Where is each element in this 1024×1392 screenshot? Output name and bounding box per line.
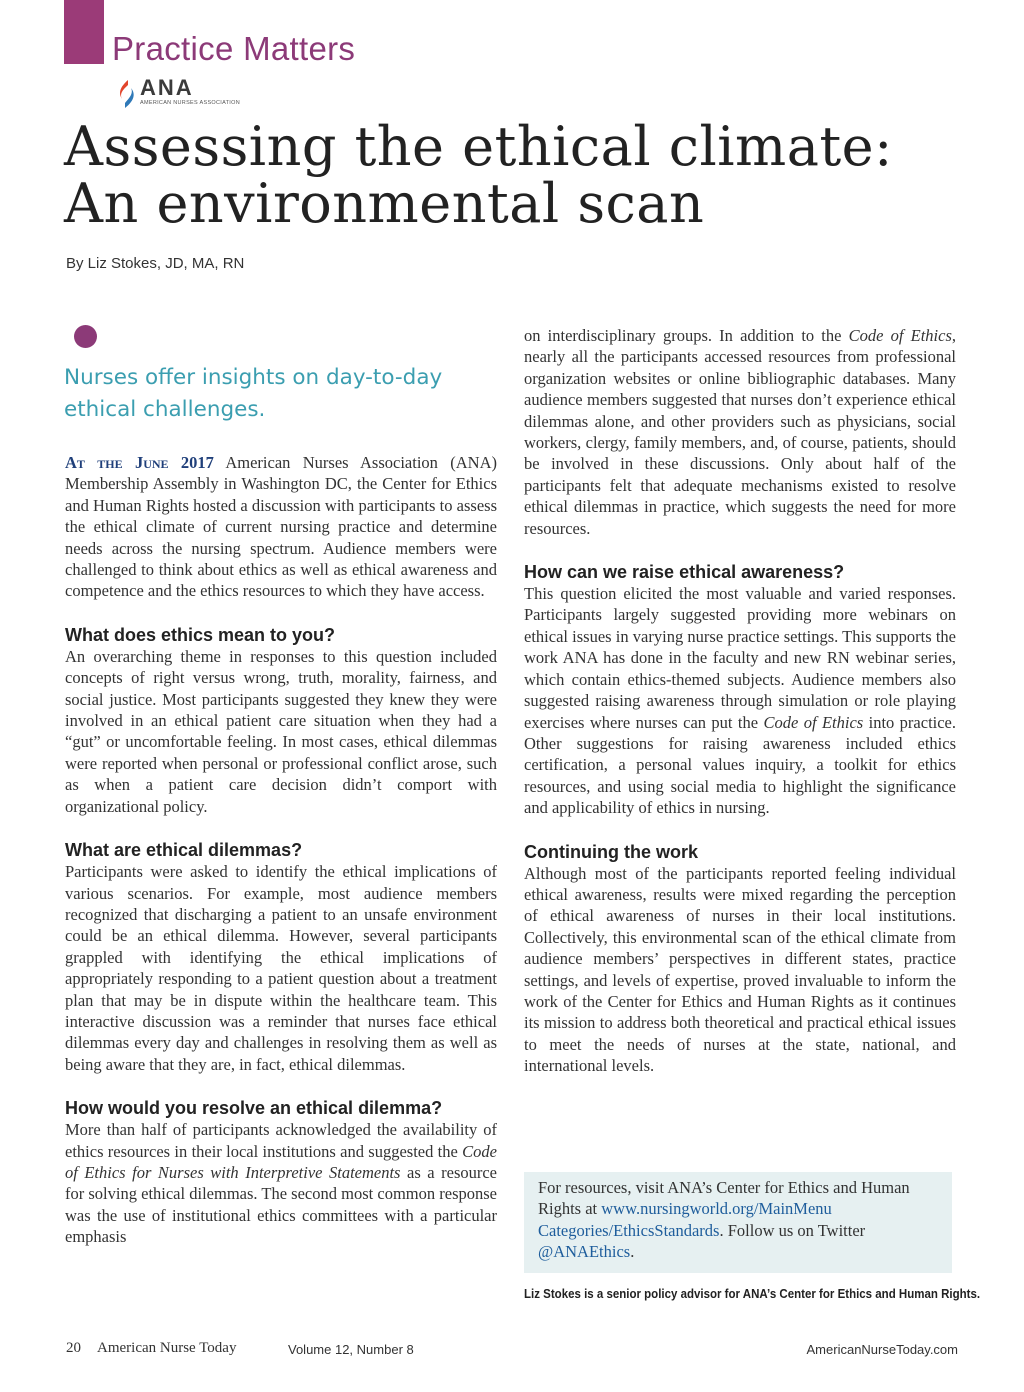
body-text: , nearly all the participants accessed resources from professional organization websites or online bibliographic databases. Many audience members suggested that nurses don’t experience ethical dilemmas alone, and other providers such as physicians, social workers, clergy, family members, and, of course, patients, should be involved in these discussions. Only about half of the participants felt that adequate mechanisms existed to resolve ethical dilemmas in practice, which suggests the need for more resources. (524, 326, 957, 538)
code-of-ethics-title: Code of Ethics for Nurses with Interpretive Statements (65, 1141, 498, 1182)
code-of-ethics-title: Code of Ethics (763, 712, 864, 732)
body-text: on interdisciplinary groups. In addition to the (524, 326, 842, 345)
accent-dot (74, 325, 97, 348)
section-title: Practice Matters (112, 30, 356, 67)
byline: By Liz Stokes, JD, MA, RN (66, 255, 245, 272)
resources-box (524, 1172, 952, 1273)
section-heading: How can we raise ethical awareness? (524, 562, 845, 583)
section-heading: What does ethics mean to you? (65, 624, 336, 645)
article-deck: Nurses offer insights on day-to-day ethical challenges. (64, 365, 443, 422)
section-heading: Continuing the work (524, 841, 698, 862)
author-bio: Liz Stokes is a senior policy advisor for ANA’s Center for Ethics and Human Rights. (524, 1287, 981, 1301)
article-title (64, 115, 964, 235)
ana-logo-text: ANA (140, 75, 194, 100)
section-body: An overarching theme in responses to this question included concepts of right versus wrong, truth, morality, fairness, and social justice. Most participants suggested they knew they were involved in an ethical patient care situation when they had a “gut” or uncomfortable feeling. In most cases, ethical dilemmas were reported when personal or professional conflict arose, such as when a patient care decision didn’t comport with organizational policy. (65, 646, 497, 816)
article-title-line2: An environmental scan (64, 172, 705, 235)
intro-text: American Nurses Association (ANA) Membership Assembly in Washington DC, the Center for Ethics and Human Rights hosted a discussion with participants to assess the ethical climate of current nursing practice and determine needs across the nursing spectrum. Audience members were challenged to think about ethics as well as ethical awareness and competence and the ethics resources to which they have access. (65, 453, 498, 601)
resources-text: For resources, visit ANA’s Center for Ethics and Human Rights at (538, 1178, 910, 1219)
ana-flame-icon (116, 79, 138, 109)
header-color-bar (64, 0, 104, 64)
magazine-name: American Nurse Today (97, 1340, 237, 1356)
ana-logo (116, 77, 256, 111)
body-text: This question elicited the most valuable and varied responses. Participants largely suggested providing more webinars on ethical issues in varying nurse practice settings. This supports the work ANA has done in the faculty and new RN webinar series, which contain ethics-themed subjects. Audience members also suggested raising awareness through simulation or role playing exercises where nurses can put the (524, 584, 956, 732)
section-body: Although most of the participants reported feeling individual ethical awareness, results were mixed regarding the perception of ethical awareness of nurses in their local institutions. Collectively, this environmental scan of the ethical climate from audience members’ perspectives in different states, practice settings, and levels of expertise, proved invaluable to inform the work of the Center for Ethics and Human Rights as it continues its mission to address both theoretical and practical ethical issues to meet the needs of nurses at the state, national, and international levels. (524, 863, 956, 1076)
body-text: as a resource for solving ethical dilemmas. The second most common response was the use of institutional ethics committees with a particular emphasis (65, 1162, 498, 1247)
column-right (524, 325, 956, 1077)
code-of-ethics-title: Code of Ethics (848, 326, 952, 345)
section-body (65, 1119, 497, 1247)
twitter-handle-link[interactable]: @ANAEthics (538, 1242, 631, 1262)
page-number: 20 (66, 1340, 81, 1356)
section-body (524, 583, 956, 818)
resources-link[interactable]: www.nursingworld.org/MainMenu Categories/EthicsStandards (538, 1199, 832, 1240)
section-heading: What are ethical dilemmas? (65, 840, 303, 861)
intro-paragraph (65, 452, 497, 602)
section-heading: How would you resolve an ethical dilemma? (65, 1098, 443, 1119)
resources-text: . Follow us on Twitter (719, 1220, 866, 1240)
article-title-line1: Assessing the ethical climate: (64, 115, 893, 178)
continued-paragraph (524, 325, 956, 539)
volume-info: Volume 12, Number 8 (288, 1342, 414, 1357)
site-url[interactable]: AmericanNurseToday.com (806, 1342, 958, 1357)
column-left (65, 452, 497, 1248)
ana-logo-subtext: AMERICAN NURSES ASSOCIATION (140, 100, 240, 106)
body-text: into practice. Other suggestions for raising awareness included ethics certification, a personal values inquiry, a toolkit for ethics resources, and using social media to highlight the significance and applicability of ethics in nursing. (524, 712, 957, 818)
resources-text: . (630, 1242, 635, 1262)
body-text: More than half of participants acknowledged the availability of ethics resources in their local institutions and suggested the (65, 1120, 497, 1161)
section-body: Participants were asked to identify the ethical implications of various scenarios. For example, most audience members recognized that discharging a patient to an unsafe environment could be an ethical dilemma. However, several participants grappled with identifying the ethical implications of appropriately responding to a patient question about a treatment plan that may be in dispute within the healthcare team. This interactive discussion was a reminder that nurses face ethical dilemmas every day and challenges in resolving them as well as being aware that they are, in fact, ethical dilemmas. (65, 862, 497, 1074)
intro-lead: At the June 2017 (65, 453, 214, 472)
